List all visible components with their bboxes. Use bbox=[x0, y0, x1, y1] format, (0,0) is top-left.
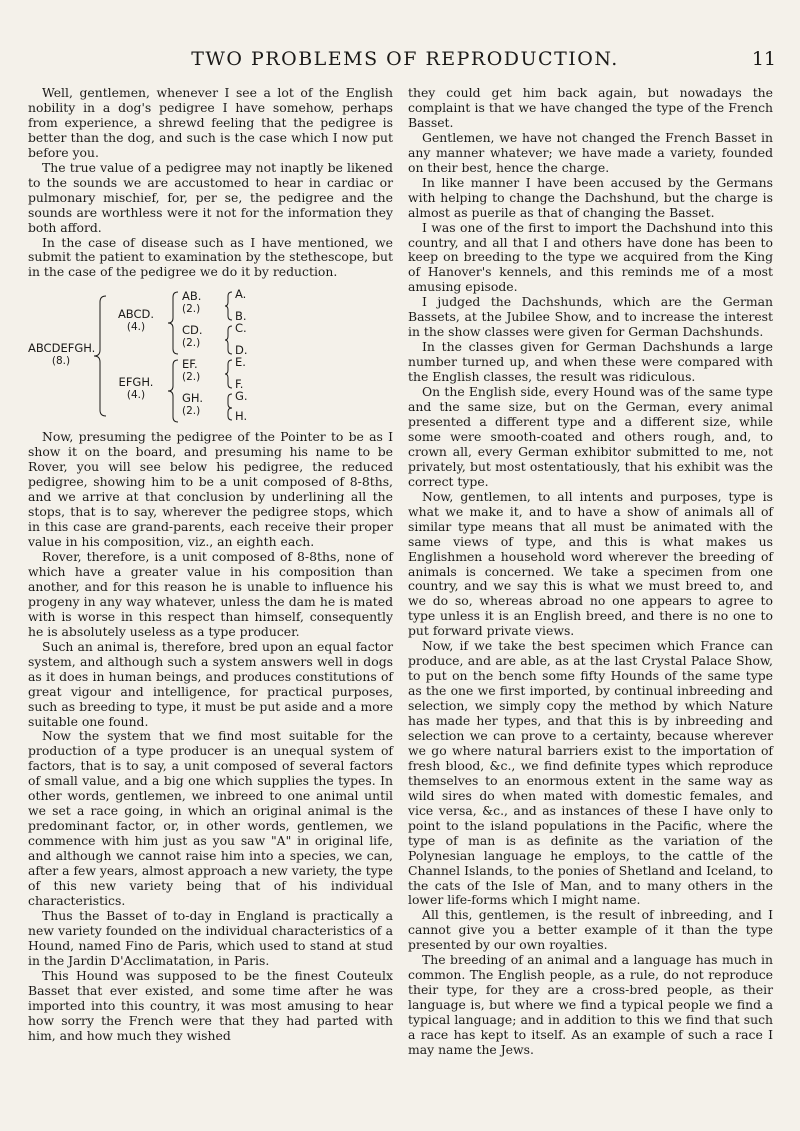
pedigree-leaf-d: D. bbox=[235, 343, 248, 358]
pedigree-diagram bbox=[28, 288, 393, 424]
pedigree-node-ef: EF. (2.) bbox=[182, 357, 201, 384]
pedigree-leaf-f: F. bbox=[235, 377, 244, 392]
page-number: 11 bbox=[751, 48, 776, 70]
pedigree-leaf-h: H. bbox=[235, 409, 248, 424]
paragraph: The true value of a pedigree may not inaptly be likened to the sounds we are accustomed to hear in cardiac or pulmonary mischief, for, per se, the pedigree and the sounds are worthless were it not for the information they both afford. bbox=[28, 159, 393, 235]
paragraph: All this, gentlemen, is the result of inbreeding, and I cannot give you a better example of it than the type presented by our own royalties. bbox=[408, 907, 773, 953]
paragraph: Now, gentlemen, to all intents and purposes, type is what we make it, and to have a show of animals all of similar type means that all must be animated with the same views of type, and this is what makes us Englishmen a household word wherever the breeding of animals is concerned. We take a specimen from one country, and we say this is what we must breed to, and we do so, whereas abroad no one appears to agree to type unless it is an English breed, and there is no one to put forward private views. bbox=[408, 488, 773, 639]
running-title: TWO PROBLEMS OF REPRODUCTION. bbox=[191, 48, 619, 70]
paragraph: Gentlemen, we have not changed the French Basset in any manner whatever; we have made a variety, founded on their best, hence the charge. bbox=[408, 129, 773, 175]
page-header bbox=[34, 46, 776, 76]
paragraph: Well, gentlemen, whenever I see a lot of the English nobility in a dog's pedigree I have somehow, perhaps from experience, a shrewd feeling that the pedigree is better than the dog, and such is the case which I now put before you. bbox=[28, 85, 393, 160]
pedigree-node-cd: CD. (2.) bbox=[182, 323, 203, 350]
paragraph: Now, presuming the pedigree of the Pointer to be as I show it on the board, and presuming his name to be Rover, you will see below his pedigree, the reduced pedigree, showing him to be a unit composed of 8-8ths, and we arrive at that conclusion by underlining all the stops, that is to say, wherever the pedigree stops, which in this case are grand-parents, each receive their proper value in his composition, viz., an eighth each. bbox=[28, 429, 393, 550]
pedigree-node-ab: AB. (2.) bbox=[182, 289, 202, 316]
pedigree-node-gh: GH. (2.) bbox=[182, 391, 204, 418]
pedigree-root: ABCDEFGH. (8.) bbox=[28, 341, 96, 368]
pedigree-leaf-b: B. bbox=[235, 309, 247, 324]
paragraph: In the classes given for German Dachshunds a large number turned up, and when these were compared with the English classes, the result was ridiculous. bbox=[408, 339, 773, 385]
paragraph: In like manner I have been accused by the Germans with helping to change the Dachshund, but the charge is almost as puerile as that of changing the Basset. bbox=[408, 174, 773, 220]
paragraph: The breeding of an animal and a language has much in common. The English people, as a rule, do not reproduce their type, for they are a cross-bred people, as their language is, but where we find a typical people we find a typical language; and in addition to this we find that such a race has kept to itself. As an example of such a race I may name the Jews. bbox=[408, 952, 773, 1057]
pedigree-leaf-a: A. bbox=[235, 287, 247, 302]
pedigree-leaf-e: E. bbox=[235, 355, 246, 370]
pedigree-node-efgh: EFGH. (4.) bbox=[118, 375, 154, 402]
paragraph: Rover, therefore, is a unit composed of 8-8ths, none of which have a greater value in his composition than another, and for this reason he is unable to influence his progeny in any way whatever, unless the dam he is mated with is worse in this respect than himself, consequently he is absolutely useless as a type producer. bbox=[28, 549, 393, 639]
paragraph: This Hound was supposed to be the finest Couteulx Basset that ever existed, and some time after he was imported into this country, it was most amusing to hear how sorry the French were that they had parted with him, and how much they wished bbox=[28, 967, 393, 1043]
right-column bbox=[408, 86, 773, 1058]
paragraph: Now, if we take the best specimen which France can produce, and are able, as at the last Crystal Palace Show, to put on the bench some fifty Hounds of the same type as the one we first imported, by continual inbreeding and selection, we simply copy the method by which Nature has made her types, and that this is by inbreeding and selection we can prove to a certainty, because wherever we go where natural barriers exist to the importation of fresh blood, &c., we find definite types which reproduce themselves to an enormous extent in the same way as wild sires do when mated with domestic females, and vice versa, &c., and as instances of these I have only to point to the island populations in the Pacific, where the type of man is as definite as the variation of the Polynesian language he employs, to the cattle of the Channel Islands, to the ponies of Shetland and Iceland, to the cats of the Isle of Man, and to many others in the lower life-forms which I might name. bbox=[408, 638, 773, 908]
pedigree-node-abcd: ABCD. (4.) bbox=[117, 307, 155, 334]
paragraph: I was one of the first to import the Dachshund into this country, and all that I and others have done has been to keep on breeding to the type we acquired from the King of Hanover's kennels, and this reminds me of a most amusing episode. bbox=[408, 219, 773, 295]
paragraph: Thus the Basset of to-day in England is practically a new variety founded on the individual characteristics of a Hound, named Fino de Paris, which used to stand at stud in the Jardin D'Acclimatation, in Paris. bbox=[28, 907, 393, 968]
paragraph: they could get him back again, but nowadays the complaint is that we have changed the type of the French Basset. bbox=[408, 85, 773, 130]
paragraph: Now the system that we find most suitable for the production of a type producer is an unequal system of factors, that is to say, a unit composed of several factors of small value, and a big one which supplies the types. In other words, gentlemen, we inbreed to one animal until we set a race going, in which an original animal is the predominant factor, or, in other words, gentlemen, we commence with him just as you saw "A" in original life, and although we cannot raise him into a species, we can, after a few years, almost approach a new variety, the type of this new variety being that of his individual characteristics. bbox=[28, 728, 394, 908]
left-column bbox=[28, 86, 393, 1043]
paragraph: I judged the Dachshunds, which are the German Bassets, at the Jubilee Show, and to increase the interest in the show classes were given for German Dachshunds. bbox=[408, 294, 773, 340]
pedigree-leaf-g: G. bbox=[235, 389, 248, 404]
paragraph: In the case of disease such as I have mentioned, we submit the patient to examination by the stethescope, but in the case of the pedigree we do it by reduction. bbox=[28, 234, 393, 280]
paragraph: On the English side, every Hound was of the same type and the same size, but on the German, every animal presented a different type and a different size, while some were smooth-coated and others rough, and, to crown all, every German exhibitor submitted to me, not privately, but most ostentatiously, that his exhibit was the correct type. bbox=[408, 384, 773, 489]
pedigree-leaf-c: C. bbox=[235, 321, 247, 336]
paragraph: Such an animal is, therefore, bred upon an equal factor system, and although such a system answers well in dogs as it does in human beings, and produces constitutions of great vigour and intelligence, for practical purposes, such as breeding to type, it must be put aside and a more suitable one found. bbox=[28, 638, 393, 729]
